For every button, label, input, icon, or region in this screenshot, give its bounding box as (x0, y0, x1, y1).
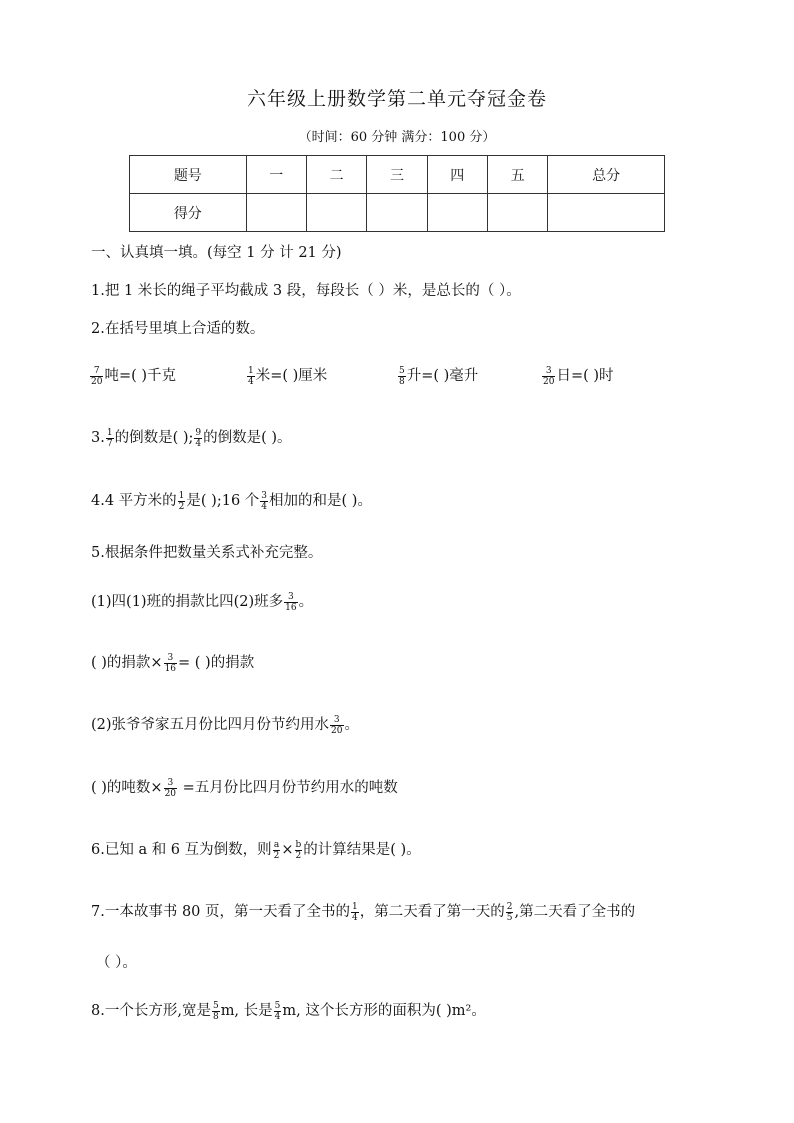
score-cell[interactable] (487, 194, 547, 232)
score-table-score-row (130, 194, 665, 232)
fraction: $\frac{2}{5}$ (506, 901, 513, 923)
question-4: 4.4 平方米的 $\frac{1}{2}$ 是( );16 个 $\frac{3}{4}$ 相加的和是( )。 (91, 490, 372, 512)
q5-part-1: (1)四(1)班的捐款比四(2)班多 $\frac{3}{16}$ 。 (91, 591, 314, 613)
q2-item-2: $\frac{1}{4}$ 米=( )厘米 (248, 365, 328, 387)
q2-item-1: $\frac{7}{20}$ 吨=( )千克 (91, 365, 177, 387)
question-3: 3. $\frac{1}{7}$ 的倒数是( ); $\frac{9}{4}$ 的倒数是( )。 (91, 427, 292, 449)
question-6: 6.已知 a 和 6 互为倒数，则 $\frac{a}{2}$ × $\frac{b}{2}$ 的计算结果是( )。 (91, 839, 421, 861)
fraction: $\frac{3}{20}$ (164, 777, 177, 799)
fraction: $\frac{5}{4}$ (274, 1000, 281, 1022)
fraction: $\frac{1}{4}$ (248, 365, 254, 387)
score-table-header-row (130, 156, 665, 194)
fraction: $\frac{5}{8}$ (399, 365, 405, 387)
question-1: 1.把 1 米长的绳子平均截成 3 段，每段长（ ）米，是总长的（ ）。 (91, 283, 521, 299)
fraction: $\frac{3}{20}$ (543, 365, 555, 387)
fraction: $\frac{3}{20}$ (331, 714, 343, 736)
page-title: 六年级上册数学第二单元夺冠金卷 (246, 88, 547, 110)
fraction: $\frac{3}{16}$ (164, 652, 177, 674)
fraction: $\frac{1}{2}$ (178, 490, 185, 512)
question-2: 2.在括号里填上合适的数。 (91, 321, 265, 337)
question-7-answer-line: （ ）。 (96, 955, 137, 971)
question-8: 8.一个长方形,宽是 $\frac{5}{8}$ m, 长是 $\frac{5}{4}$ m, 这个长方形的面积为( )m²。 (91, 1000, 486, 1022)
score-cell[interactable] (427, 194, 487, 232)
score-cell[interactable] (306, 194, 366, 232)
q5-equation-2: ( )的吨数× $\frac{3}{20}$ =五月份比四月份节约用水的吨数 (91, 777, 398, 799)
fraction: $\frac{1}{4}$ (352, 901, 358, 923)
header-cell: 题号 (130, 156, 247, 194)
header-cell: 四 (427, 156, 487, 194)
header-cell: 二 (306, 156, 366, 194)
section-heading: 一、认真填一填。(每空 1 分 计 21 分) (91, 245, 342, 261)
fraction: $\frac{7}{20}$ (91, 365, 103, 387)
q2-item-3: $\frac{5}{8}$ 升=( )毫升 (399, 365, 479, 387)
header-cell: 总分 (548, 156, 665, 194)
score-cell[interactable] (367, 194, 427, 232)
exam-info: （时间：60 分钟 满分：100 分） (298, 130, 496, 145)
score-cell[interactable] (548, 194, 665, 232)
question-7: 7.一本故事书 80 页，第一天看了全书的 $\frac{1}{4}$ ，第二天看了第一天的 $\frac{2}{5}$ ,第二天看了全书的 (91, 901, 636, 923)
fraction: $\frac{a}{2}$ (273, 839, 280, 861)
q5-part-2: (2)张爷爷家五月份比四月份节约用水 $\frac{3}{20}$ 。 (91, 714, 359, 736)
fraction: $\frac{3}{4}$ (261, 490, 268, 512)
q2-item-4: $\frac{3}{20}$ 日=( )时 (543, 365, 614, 387)
header-cell: 五 (487, 156, 547, 194)
q5-equation-1: ( )的捐款× $\frac{3}{16}$ = ( )的捐款 (91, 652, 255, 674)
row-label: 得分 (130, 194, 247, 232)
header-cell: 三 (367, 156, 427, 194)
header-cell: 一 (246, 156, 306, 194)
fraction: $\frac{5}{8}$ (212, 1000, 219, 1022)
score-cell[interactable] (246, 194, 306, 232)
fraction: $\frac{9}{4}$ (195, 427, 202, 449)
fraction: $\frac{3}{16}$ (285, 591, 297, 613)
score-table (129, 155, 665, 232)
fraction: $\frac{b}{2}$ (295, 839, 302, 861)
question-5: 5.根据条件把数量关系式补充完整。 (91, 545, 323, 561)
fraction: $\frac{1}{7}$ (106, 427, 113, 449)
